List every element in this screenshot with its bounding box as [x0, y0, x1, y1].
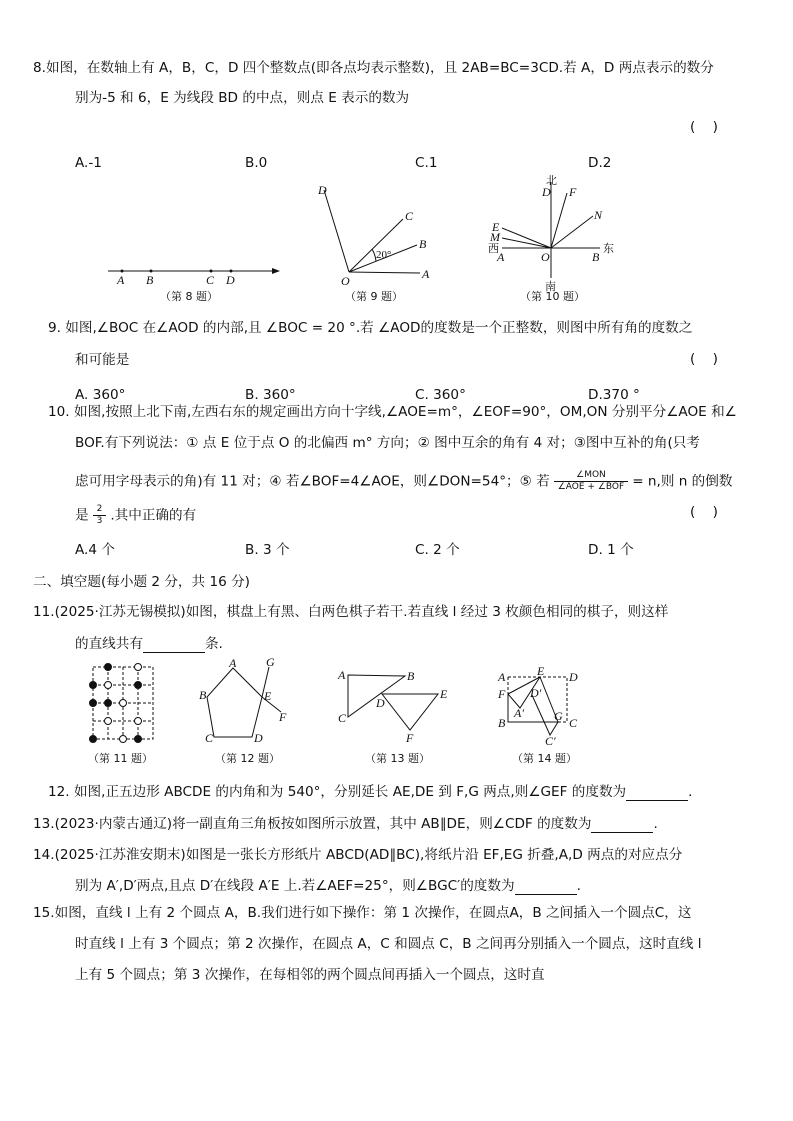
q10-line4-start: 是	[75, 507, 89, 524]
q12-answer-blank[interactable]	[626, 786, 688, 801]
q10-option-b: B. 3 个	[245, 542, 290, 558]
fig14-label-a: A	[498, 670, 506, 684]
fig10-label-d: D	[542, 185, 551, 199]
fig14-label-f: F	[498, 687, 506, 701]
fig9-label-b: B	[419, 237, 427, 251]
q9-line2: 和可能是	[75, 352, 130, 368]
fig9-label-a: A	[422, 267, 430, 281]
q11-line1: 11.(2025·江苏无锡模拟)如图，棋盘上有黑、白两色棋子若干.若直线 l 经过 3 枚颜色相同的棋子，则这样	[33, 604, 669, 620]
q10-option-a: A.4 个	[75, 542, 115, 558]
fig14-label-d-prime: D′	[530, 686, 542, 700]
q8-line1: 8.如图，在数轴上有 A，B，C，D 四个整数点(即各点均表示整数)，且 2AB=BC=3CD.若 A，D 两点表示的数分	[33, 60, 714, 76]
q14-period: .	[576, 878, 581, 894]
fig12-label-c: C	[205, 731, 214, 745]
fig14-label-e: E	[537, 664, 545, 678]
fraction-numerator: 2	[93, 504, 107, 516]
fig14-caption: （第 14 题）	[512, 752, 577, 765]
figure-9-angles	[317, 183, 430, 303]
q11-line2	[75, 635, 223, 653]
q8-option-a: A.-1	[75, 155, 102, 171]
figure-14-folded-rectangle	[497, 664, 578, 765]
fig12-label-d: D	[254, 731, 263, 745]
fig9-caption: （第 9 题）	[345, 290, 403, 303]
fraction-numerator: ∠MON	[554, 470, 628, 482]
fig12-caption: （第 12 题）	[215, 752, 280, 765]
q15-line2: 时直线 l 上有 3 个圆点；第 2 次操作，在圆点 A，C 和圆点 C，B 之间再分别插入一个圆点，这时直线 l	[75, 936, 702, 952]
fig9-label-d: D	[318, 183, 327, 197]
fig12-label-e: E	[264, 689, 272, 703]
q15-line3: 上有 5 个圆点；第 3 次操作，在每相邻的两个圆点间再插入一个圆点，这时直	[75, 967, 545, 983]
q13-period: .	[653, 816, 658, 832]
fig9-angle-label: 20°	[376, 249, 392, 261]
q10-line3-end: = n,则 n 的倒数	[632, 473, 733, 490]
fig14-label-c: C	[569, 716, 578, 730]
q12-text: 12. 如图,正五边形 ABCDE 的内角和为 540°，分别延长 AE,DE 到 F,G 两点,则∠GEF 的度数为	[48, 784, 627, 800]
fig10-label-e: E	[492, 220, 500, 234]
q8-answer-paren: ( )	[690, 119, 718, 135]
figure-12-pentagon	[199, 655, 287, 765]
q12-line	[48, 783, 692, 801]
q9-option-c: C. 360°	[415, 387, 466, 403]
fig13-label-e: E	[440, 687, 448, 701]
fig11-caption: （第 11 题）	[88, 752, 153, 765]
fig10-label-west: 西	[488, 242, 499, 255]
section-heading-fill-in: 二、填空题(每小题 2 分，共 16 分)	[33, 574, 250, 590]
fig12-label-f: F	[279, 710, 287, 724]
fig9-label-o: O	[341, 274, 350, 288]
q15-line1: 15.如图，直线 l 上有 2 个圆点 A，B.我们进行如下操作：第 1 次操作，在圆点A，B 之间插入一个圆点C，这	[33, 905, 692, 921]
fig8-label-d: D	[226, 273, 235, 287]
q10-fraction	[554, 470, 628, 493]
q10-line4	[75, 504, 196, 527]
fig10-caption: （第 10 题）	[520, 290, 585, 303]
q8-option-b: B.0	[245, 155, 268, 171]
q9-option-d: D.370 °	[588, 387, 640, 403]
q11-answer-blank[interactable]	[143, 638, 205, 653]
fig10-label-south: 南	[545, 280, 556, 293]
fig13-label-a: A	[338, 668, 346, 682]
q10-line3-text: 虑可用字母表示的角)有 11 对；④ 若∠BOF=4∠AOE，则∠DON=54°；⑤ 若	[75, 473, 550, 490]
fig10-label-n: N	[594, 208, 603, 222]
fig8-label-b: B	[146, 273, 154, 287]
q10-line4-end: .其中正确的有	[110, 507, 197, 524]
q13-text: 13.(2023·内蒙古通辽)将一副直角三角板按如图所示放置，其中 AB∥DE，则∠CDF 的度数为	[33, 816, 592, 832]
q8-option-d: D.2	[588, 155, 612, 171]
fig13-caption: （第 13 题）	[365, 752, 430, 765]
fig13-label-b: B	[407, 669, 415, 683]
fig14-label-c-prime: C′	[545, 734, 556, 748]
q12-period: .	[688, 784, 693, 800]
q11-text-end: 条.	[204, 636, 223, 652]
fig8-label-c: C	[206, 273, 215, 287]
fig12-label-a: A	[229, 656, 237, 670]
q9-option-b: B. 360°	[245, 387, 296, 403]
q14-answer-blank[interactable]	[515, 880, 577, 895]
q10-line3	[75, 470, 732, 493]
fig12-label-g: G	[266, 655, 275, 669]
fig10-label-a: A	[497, 250, 505, 264]
q10-option-c: C. 2 个	[415, 542, 460, 558]
q10-option-d: D. 1 个	[588, 542, 634, 558]
q14-text: 别为 A′,D′两点,且点 D′在线段 A′E 上.若∠AEF=25°，则∠BGC′的度数为	[75, 878, 515, 894]
fig13-label-c: C	[338, 711, 347, 725]
fig10-label-m: M	[490, 230, 500, 244]
q10-fraction-2-3	[93, 504, 107, 527]
q8-line2: 别为-5 和 6，E 为线段 BD 的中点，则点 E 表示的数为	[75, 90, 410, 106]
q11-text: 的直线共有	[75, 636, 143, 652]
fraction-denominator: 3	[96, 516, 103, 526]
fraction-denominator: ∠AOE + ∠BOF	[557, 482, 625, 492]
q13-line	[33, 815, 658, 833]
q9-answer-paren: ( )	[690, 351, 718, 367]
fig8-label-a: A	[117, 273, 125, 287]
q8-option-c: C.1	[415, 155, 438, 171]
fig10-label-east: 东	[603, 242, 614, 255]
fig9-label-c: C	[405, 209, 414, 223]
fig14-label-g: G	[554, 709, 563, 723]
q10-answer-paren: ( )	[690, 504, 718, 520]
fig14-label-d: D	[569, 670, 578, 684]
fig14-label-a-prime: A′	[514, 706, 524, 720]
q10-line1: 10. 如图,按照上北下南,左西右东的规定画出方向十字线,∠AOE=m°，∠EOF=90°，OM,ON 分别平分∠AOE 和∠	[48, 404, 737, 420]
q13-answer-blank[interactable]	[591, 818, 653, 833]
fig13-label-d: D	[376, 696, 385, 710]
fig12-label-b: B	[199, 688, 207, 702]
fig8-caption: （第 8 题）	[160, 290, 218, 303]
fig10-label-o: O	[541, 250, 550, 264]
q14-line2	[75, 877, 581, 895]
fig10-label-b: B	[592, 250, 600, 264]
q9-line1: 9. 如图,∠BOC 在∠AOD 的内部,且 ∠BOC = 20 °.若 ∠AOD的度数是一个正整数，则图中所有角的度数之	[48, 320, 693, 336]
q14-line1: 14.(2025·江苏淮安期末)如图是一张长方形纸片 ABCD(AD∥BC),将纸片沿 EF,EG 折叠,A,D 两点的对应点分	[33, 847, 683, 863]
fig13-label-f: F	[406, 731, 414, 745]
fig14-label-b: B	[498, 716, 506, 730]
fig10-label-f: F	[569, 185, 577, 199]
figure-8-number-line	[108, 268, 280, 303]
q10-line2: BOF.有下列说法：① 点 E 位于点 O 的北偏西 m° 方向；② 图中互余的角有 4 对；③图中互补的角(只考	[75, 435, 700, 451]
figure-13-set-squares	[337, 668, 448, 765]
q9-option-a: A. 360°	[75, 387, 126, 403]
figure-10-compass	[488, 174, 614, 303]
fig10-label-north: 北	[546, 174, 557, 187]
